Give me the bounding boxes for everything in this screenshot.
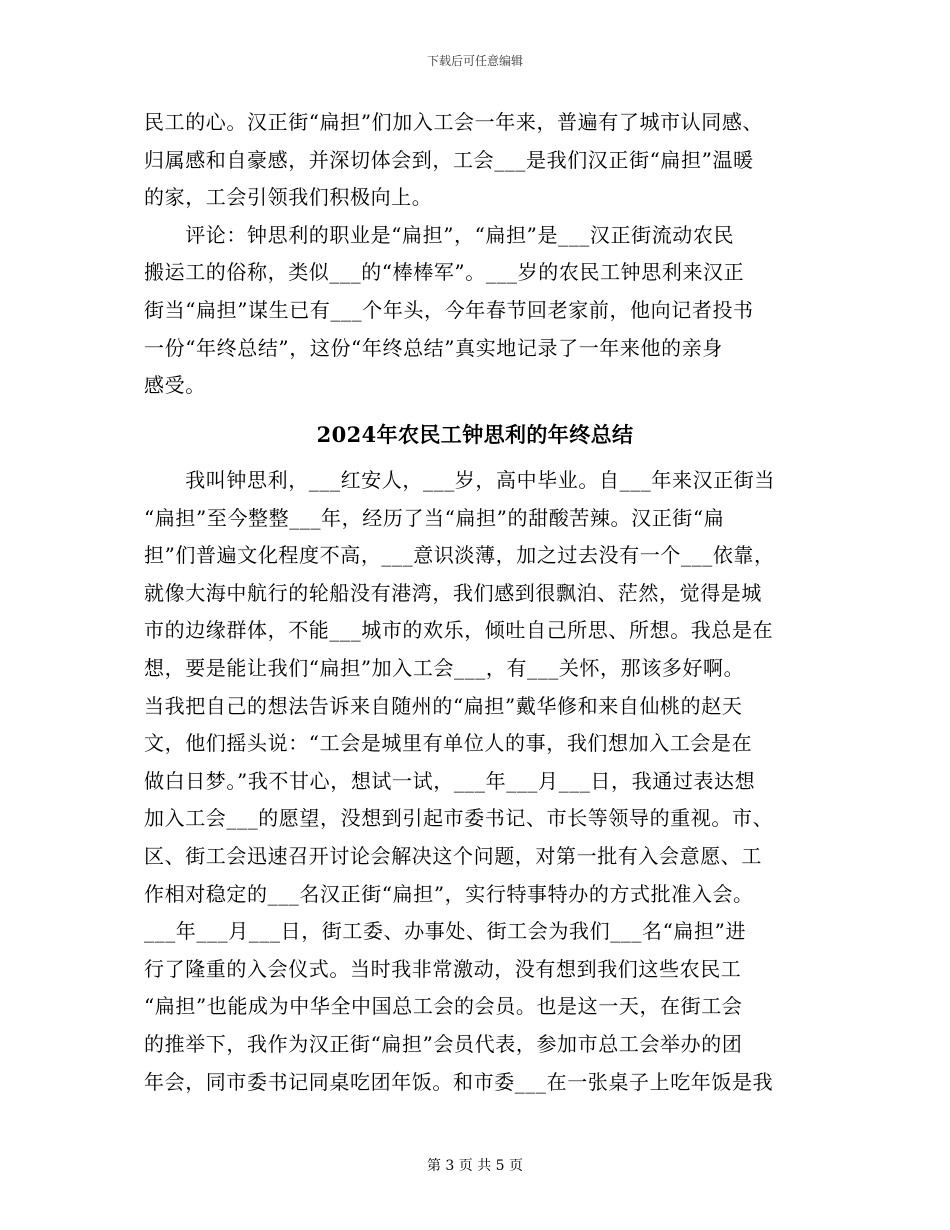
body-section-2 bbox=[144, 462, 816, 1101]
text-line: 街当“扁担”谋生已有___个年头，今年春节回老家前，他向记者投书 bbox=[144, 297, 754, 322]
text-line: 的家，工会引领我们积极向上。 bbox=[144, 185, 433, 210]
text-line: 就像大海中航行的轮船没有港湾，我们感到很飘泊、茫然，觉得是城 bbox=[144, 580, 762, 605]
text-line: 我叫钟思利，___红安人，___岁，高中毕业。自___年来汉正街当 bbox=[144, 468, 775, 492]
text-line: 想，要是能让我们“扁担”加入工会___，有___关怀，那该多好啊。 bbox=[144, 655, 745, 680]
text-line: 评论：钟思利的职业是“扁担”，“扁担”是___汉正街流动农民 bbox=[144, 222, 735, 247]
text-line: 一份“年终总结”，这份“年终总结”真实地记录了一年来他的亲身 bbox=[144, 335, 723, 360]
body-section-1 bbox=[144, 104, 816, 405]
text-line: 当我把自己的想法告诉来自随州的“扁担”戴华修和来自仙桃的赵天 bbox=[144, 693, 743, 718]
text-line: 搬运工的俗称，类似___的“棒棒军”。___岁的农民工钟思利来汉正 bbox=[144, 260, 745, 285]
text-line: 文，他们摇头说：“工会是城里有单位人的事，我们想加入工会是在 bbox=[144, 731, 753, 756]
text-line: 做白日梦。”我不甘心，想试一试，___年___月___日，我通过表达想 bbox=[144, 768, 756, 793]
text-line: 归属感和自豪感，并深切体会到，工会___是我们汉正街“扁担”温暖 bbox=[144, 147, 754, 172]
text-line: 加入工会___的愿望，没想到引起市委书记、市长等领导的重视。市、 bbox=[144, 806, 774, 831]
text-line: 民工的心。汉正街“扁担”们加入工会一年来，普遍有了城市认同感、 bbox=[144, 110, 764, 134]
text-line: “扁担”也能成为中华全中国总工会的会员。也是这一天，在街工会 bbox=[144, 994, 743, 1019]
text-line: 市的边缘群体，不能___城市的欢乐，倾吐自己所思、所想。我总是在 bbox=[144, 618, 774, 643]
page-header: 下载后可任意编辑 bbox=[426, 54, 523, 68]
page-footer: 第 3 页 共 5 页 bbox=[426, 1158, 524, 1174]
text-line: 作相对稳定的___名汉正街“扁担”，实行特事特办的方式批准入会。 bbox=[144, 881, 754, 906]
text-line: 的推举下，我作为汉正街“扁担”会员代表，参加市总工会举办的团 bbox=[144, 1031, 743, 1056]
text-line: 区、街工会迅速召开讨论会解决这个问题，对第一批有入会意愿、工 bbox=[144, 843, 762, 868]
text-line: 担”们普遍文化程度不高，___意识淡薄，加之过去没有一个___依靠， bbox=[144, 543, 775, 568]
text-line: 感受。 bbox=[144, 373, 206, 398]
text-line: “扁担”至今整整___年，经历了当“扁担”的甜酸苦辣。汉正街“扁 bbox=[144, 505, 725, 530]
text-line: 年会，同市委书记同桌吃团年饭。和市委___在一张桌子上吃年饭是我 bbox=[144, 1069, 774, 1094]
document-title: 2024年农民工钟思利的年终总结 bbox=[316, 422, 634, 447]
text-line: ___年___月___日，街工委、办事处、街工会为我们___名“扁担”进 bbox=[144, 919, 747, 944]
text-line: 行了隆重的入会仪式。当时我非常激动，没有想到我们这些农民工 bbox=[144, 956, 742, 981]
